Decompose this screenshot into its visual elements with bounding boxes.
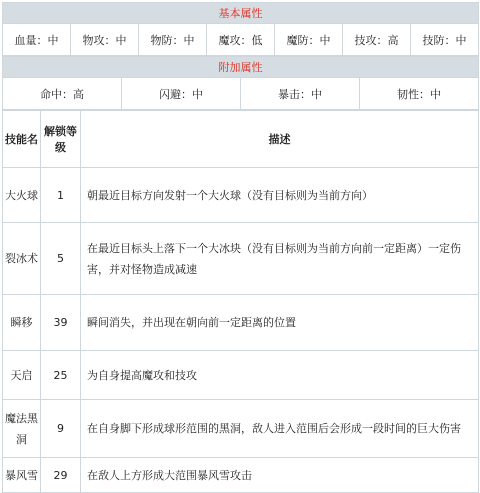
- skill-name: 大火球: [3, 168, 41, 223]
- table-row: [3, 400, 479, 458]
- basic-attributes-title: 基本属性: [3, 3, 479, 24]
- table-row: [3, 168, 479, 223]
- skill-desc: 为自身提高魔攻和技攻: [81, 351, 479, 400]
- skill-desc: 在最近目标头上落下一个大冰块（没有目标则为当前方向前一定距离）一定伤害，并对怪物造成减速: [81, 223, 479, 295]
- table-row: [3, 351, 479, 400]
- skill-name: 瞬移: [3, 295, 41, 351]
- attr-skill-def: 技防：中: [411, 24, 479, 56]
- attr-mag-def: 魔防：中: [275, 24, 343, 56]
- skill-level: 1: [41, 168, 81, 223]
- header-unlock-level: 解锁等级: [41, 111, 81, 168]
- table-row: [3, 295, 479, 351]
- header-skill-name: 技能名: [3, 111, 41, 168]
- skills-table: [2, 110, 479, 493]
- attr-dodge: 闪避：中: [122, 78, 241, 110]
- attribute-page: [0, 2, 480, 482]
- table-row: [3, 458, 479, 493]
- attr-skill-atk: 技攻：高: [343, 24, 411, 56]
- attr-toughness: 韧性：中: [360, 78, 479, 110]
- skill-level: 25: [41, 351, 81, 400]
- skill-name: 裂冰术: [3, 223, 41, 295]
- skill-name: 天启: [3, 351, 41, 400]
- attr-hit: 命中：高: [3, 78, 122, 110]
- attr-phys-def: 物防：中: [139, 24, 207, 56]
- skill-desc: 瞬间消失，并出现在朝向前一定距离的位置: [81, 295, 479, 351]
- attr-mag-atk: 魔攻：低: [207, 24, 275, 56]
- skill-level: 9: [41, 400, 81, 458]
- skill-name: 暴风雪: [3, 458, 41, 493]
- skill-level: 29: [41, 458, 81, 493]
- extra-attributes-table: [2, 56, 479, 110]
- skill-desc: 在自身脚下形成球形范围的黑洞，敌人进入范围后会形成一段时间的巨大伤害: [81, 400, 479, 458]
- attr-phys-atk: 物攻：中: [71, 24, 139, 56]
- skill-level: 5: [41, 223, 81, 295]
- skill-desc: 在敌人上方形成大范围暴风雪攻击: [81, 458, 479, 493]
- extra-attributes-title: 附加属性: [3, 57, 479, 78]
- skill-desc: 朝最近目标方向发射一个大火球（没有目标则为当前方向）: [81, 168, 479, 223]
- attr-hp: 血量：中: [3, 24, 71, 56]
- attr-crit: 暴击：中: [241, 78, 360, 110]
- header-description: 描述: [81, 111, 479, 168]
- table-row: [3, 223, 479, 295]
- skill-name: 魔法黑洞: [3, 400, 41, 458]
- basic-attributes-table: [2, 2, 479, 56]
- skill-level: 39: [41, 295, 81, 351]
